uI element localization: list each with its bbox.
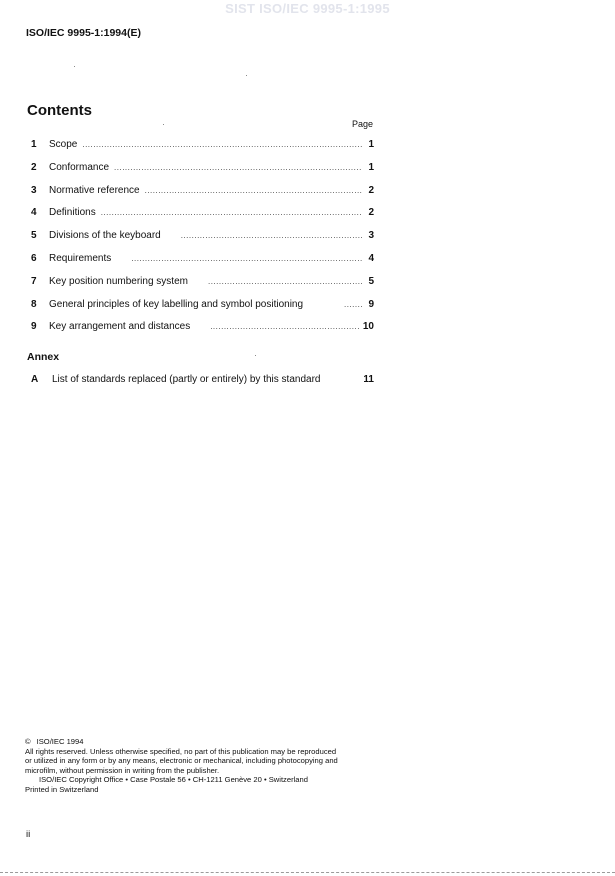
toc-entry-title: Definitions [49, 207, 96, 219]
toc-entry-page: 2 [368, 207, 374, 219]
copyright-office-address: ISO/IEC Copyright Office • Case Postale 56 • CH-1211 Genève 20 • Switzerland [39, 775, 308, 785]
table-of-contents [31, 139, 374, 344]
toc-entry-normative-reference[interactable] [31, 185, 374, 208]
toc-leader-dots [208, 277, 362, 286]
copyright-holder: ISO/IEC 1994 [36, 737, 84, 746]
rights-text-line: or utilized in any form or by any means, electronic or mechanical, including photocopying and [25, 756, 338, 766]
toc-entry-page: 1 [368, 139, 374, 150]
toc-entry-key-position-numbering[interactable] [31, 276, 374, 299]
toc-leader-dots [114, 163, 362, 172]
toc-entry-title: Key position numbering system [49, 275, 188, 287]
toc-entry-number: 3 [31, 184, 37, 196]
toc-leader-dots [210, 322, 359, 331]
page-column-label: Page [352, 119, 374, 129]
toc-leader-dots [101, 208, 362, 217]
toc-entry-definitions[interactable] [31, 207, 374, 230]
toc-leader-dots [145, 186, 362, 195]
toc-entry-page: 2 [368, 184, 374, 196]
toc-entry-title: Scope [49, 139, 78, 150]
annex-entry-title: List of standards replaced (partly or entirely) by this standard [52, 374, 321, 385]
toc-entry-page: 1 [368, 161, 374, 173]
scan-speck [246, 75, 247, 76]
copyright-notice [25, 737, 385, 795]
toc-entry-title: Requirements [49, 252, 112, 264]
page-bottom-edge [0, 872, 615, 873]
contents-title: Contents [27, 102, 92, 119]
rights-text-line: All rights reserved. Unless otherwise specified, no part of this publication may be reproduced [25, 746, 337, 756]
copyright-line [25, 737, 385, 747]
toc-leader-dots [344, 300, 362, 309]
annex-entry-a[interactable] [31, 374, 374, 385]
toc-entry-number: 4 [31, 207, 37, 219]
toc-entry-title: Normative reference [49, 184, 140, 196]
toc-entry-key-labelling-principles[interactable] [31, 299, 374, 322]
toc-entry-number: 6 [31, 252, 37, 264]
toc-entry-key-arrangement[interactable] [31, 321, 374, 344]
toc-entry-title: Key arrangement and distances [49, 321, 191, 333]
scan-speck [163, 124, 164, 125]
page-number: ii [26, 829, 31, 840]
toc-entry-title: Conformance [49, 161, 110, 173]
document-id: ISO/IEC 9995-1:1994(E) [26, 27, 141, 39]
toc-leader-dots [131, 254, 362, 263]
scan-speck [255, 355, 256, 356]
toc-entry-title: General principles of key labelling and symbol positioning [49, 298, 304, 310]
annex-entry-page: 11 [363, 374, 374, 385]
toc-entry-number: 7 [31, 275, 37, 287]
annex-entry-letter: A [31, 374, 39, 385]
toc-leader-dots [82, 140, 362, 149]
toc-entry-number: 5 [31, 230, 37, 242]
toc-entry-page: 3 [368, 230, 374, 242]
toc-entry-number: 2 [31, 161, 37, 173]
toc-entry-page: 5 [368, 275, 374, 287]
toc-entry-scope[interactable] [31, 139, 374, 162]
toc-entry-number: 1 [31, 139, 37, 150]
toc-entry-conformance[interactable] [31, 162, 374, 185]
toc-entry-title: Divisions of the keyboard [49, 230, 161, 242]
toc-entry-requirements[interactable] [31, 253, 374, 276]
annex-heading: Annex [27, 351, 60, 363]
toc-entry-number: 8 [31, 298, 37, 310]
copyright-icon: © [25, 737, 31, 746]
printed-in: Printed in Switzerland [25, 784, 99, 794]
toc-leader-dots [181, 231, 362, 240]
toc-entry-page: 4 [368, 252, 374, 264]
scan-speck [74, 66, 75, 67]
toc-entry-divisions-of-keyboard[interactable] [31, 230, 374, 253]
rights-text-line: microfilm, without permission in writing from the publisher. [25, 765, 220, 775]
watermark: SIST ISO/IEC 9995-1:1995 [225, 1, 390, 16]
toc-entry-number: 9 [31, 321, 37, 333]
toc-entry-page: 9 [368, 298, 374, 310]
toc-entry-page: 10 [362, 321, 374, 333]
